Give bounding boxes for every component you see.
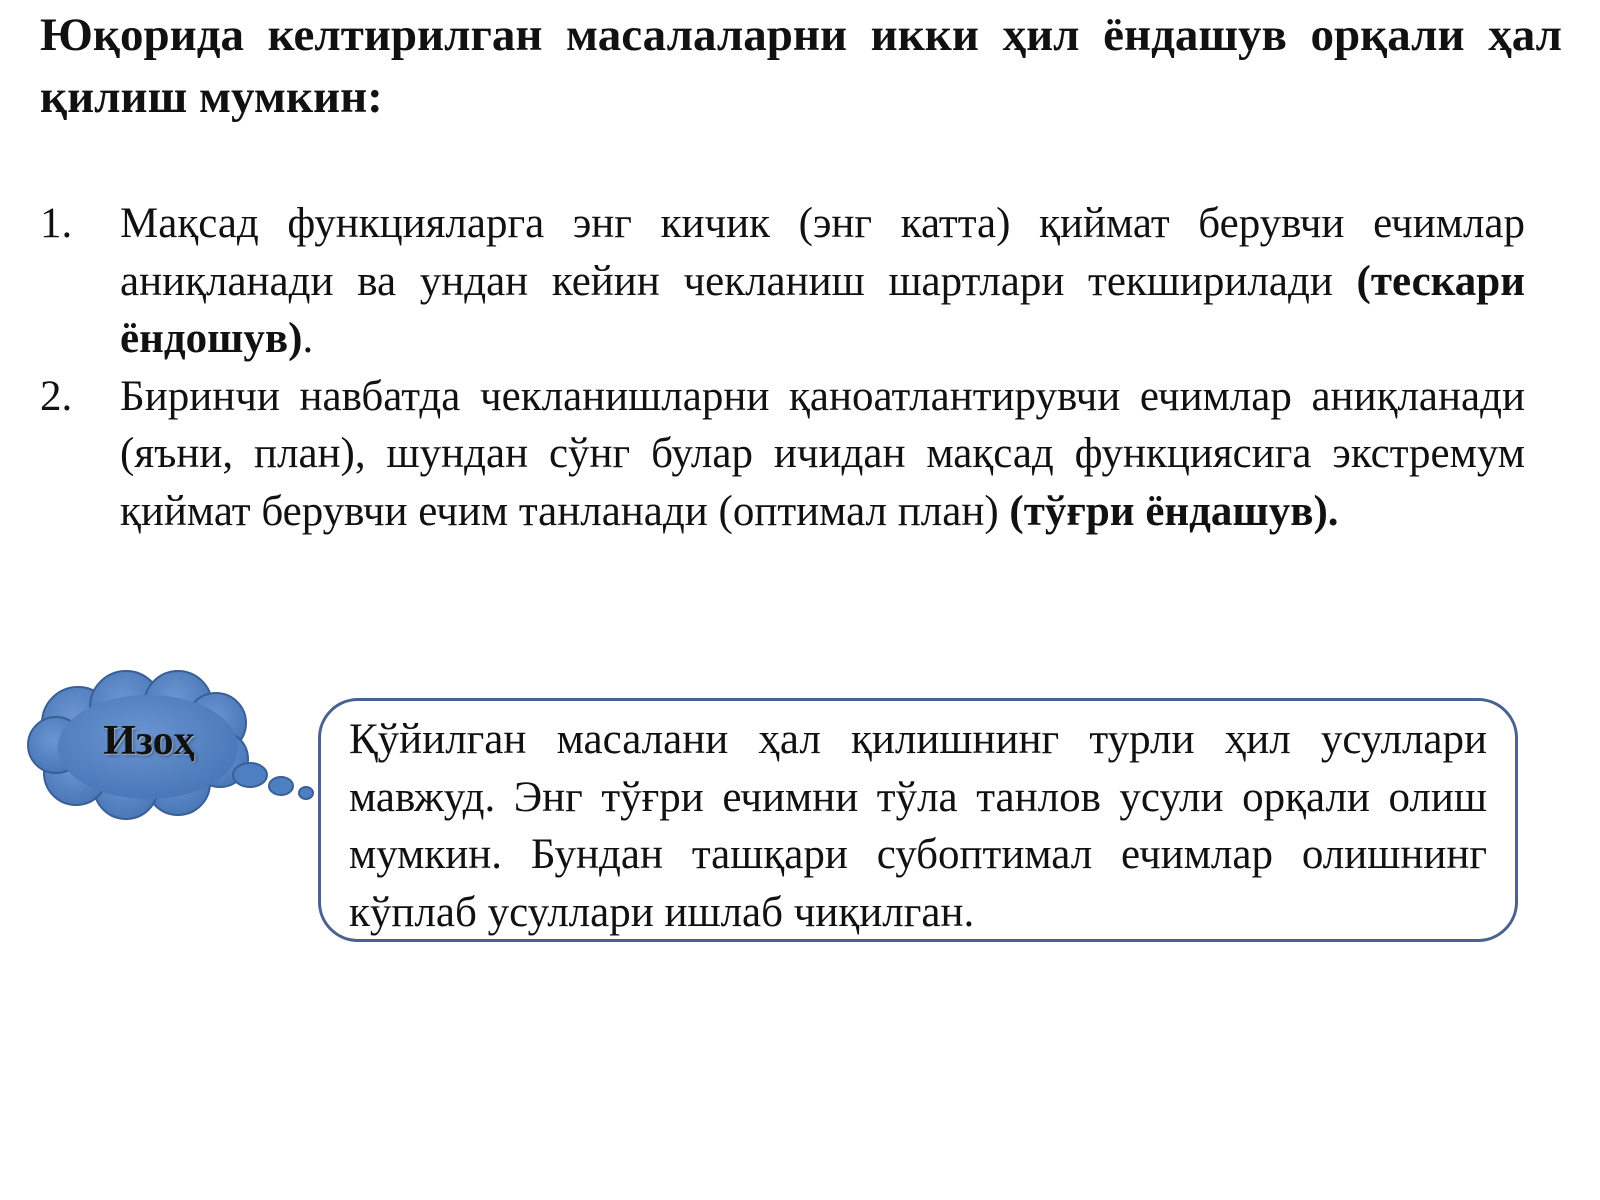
list-number: 2. [40,372,73,420]
approach-list [40,195,1525,540]
list-item-text: Мақсад функцияларга энг кичик (энг катта) қиймат берувчи ечимлар аниқланади ва ундан кейин чекланиш шартлари текширилади [120,200,1525,305]
list-item-bold: (тўғри ёндашув). [1009,487,1339,535]
note-callout-cloud [18,665,323,825]
list-item-text: Биринчи навбатда чекланишларни қаноатлантирувчи ечимлар аниқланади (яъни, план), шундан сўнг булар ичидан мақсад функциясига экстремум қиймат берувчи ечим танланади (оптимал план) [120,372,1525,535]
list-item-after: . [302,315,314,362]
note-text: Қўйилган масалани ҳал қилишнинг турли ҳил усуллари мавжуд. Энг тўғри ечимни тўла танлов усули орқали олиш мумкин. Бундан ташқари субоптимал ечимлар олишнинг кўплаб усуллари ишлаб чиқилган. [349,716,1487,936]
list-item [40,195,1525,368]
cloud-tail-bubble-medium [269,777,293,795]
note-label: Изоҳ [103,718,195,764]
list-number: 1. [40,200,73,247]
cloud-tail-bubble-small [299,787,313,799]
list-item [40,368,1525,541]
cloud-tail-bubble-large [233,763,267,787]
list-item-bold: (тескари ёндошув) [120,257,1525,362]
note-box [318,698,1518,942]
slide-heading: Юқорида келтирилган масалаларни икки ҳил ёндашув орқали ҳал қилиш мумкин: [40,9,1562,123]
